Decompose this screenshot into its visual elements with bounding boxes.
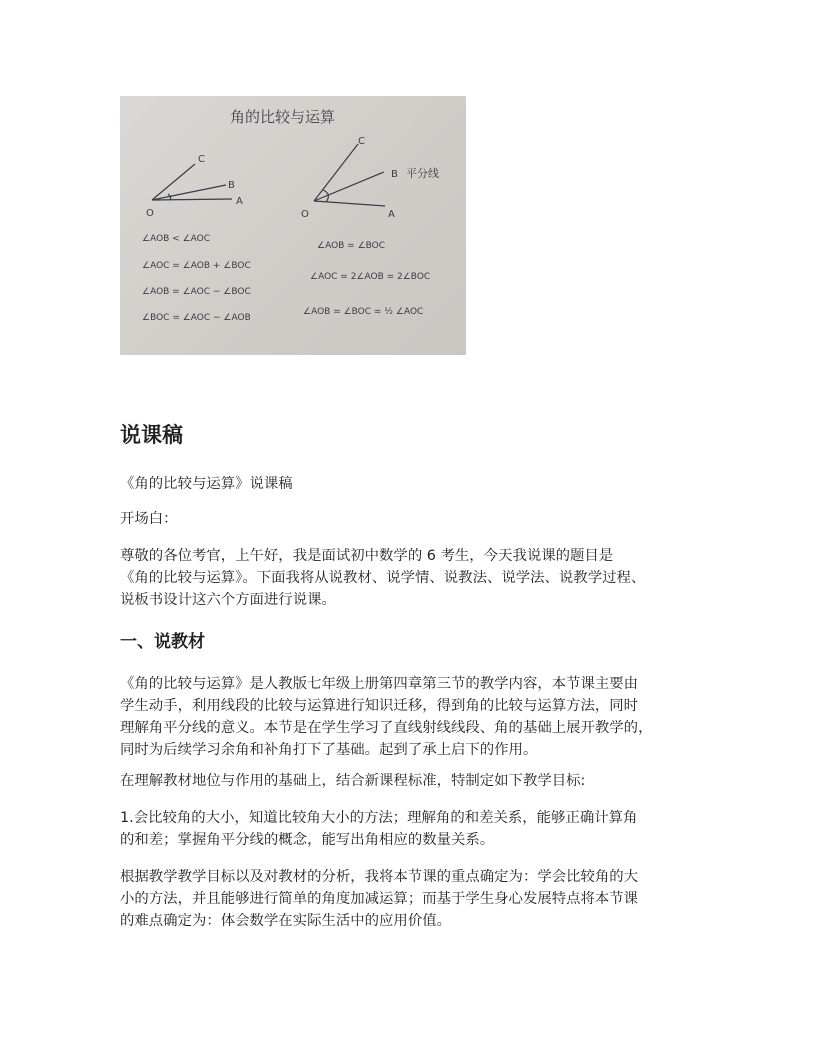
right-equation: ∠AOB = ∠BOC	[317, 241, 386, 251]
document-title: 说课稿	[120, 423, 183, 447]
opening-label: 开场白：	[120, 511, 178, 527]
left-equation: ∠AOB = ∠AOC − ∠BOC	[142, 287, 251, 297]
photo-heading: 角的比较与运算	[230, 108, 336, 126]
objectives-intro-paragraph: 在理解教材地位与作用的基础上，结合新课程标准，特制定如下教学目标:	[120, 773, 586, 789]
handwritten-notes-photo	[120, 96, 466, 355]
section-heading-textbook: 一、说教材	[120, 632, 205, 652]
left-label-o: O	[146, 208, 154, 219]
textbook-paragraph: 《角的比较与运算》是人教版七年级上册第四章第三节的教学内容，本节课主要由 学生动手，利用线段的比较与运算进行知识迁移，得到角的比较与运算方法，同时 理解角平分线的意义。本节是在学生学习了直线射线线段、角的基础上展开教学的， 同时为后续学习余角和补角打下了基础。起到了承上启下的作用。	[120, 676, 653, 758]
lesson-subtitle: 《角的比较与运算》说课稿	[120, 476, 293, 492]
left-ray-ob	[152, 185, 226, 200]
objective-item-1: 1.会比较角的大小，知道比较角大小的方法；理解角的和差关系，能够正确计算角 的和差；掌握角平分线的概念，能写出角相应的数量关系。	[120, 810, 638, 848]
left-label-a: A	[236, 196, 243, 207]
right-equation: ∠AOC = 2∠AOB = 2∠BOC	[310, 272, 431, 282]
right-label-a: A	[388, 209, 395, 220]
key-points-paragraph: 根据教学教学目标以及对教材的分析，我将本节课的重点确定为：学会比较角的大 小的方法，并且能够进行简单的角度加减运算；而基于学生身心发展特点将本节课 的难点确定为：体会数学在实际生活中的应用价值。	[120, 869, 639, 929]
intro-paragraph: 尊敬的各位考官，上午好，我是面试初中数学的 6 考生，今天我说课的题目是 《角的比较与运算》。下面我将从说教材、说学情、说教法、说学法、说教学过程、 说板书设计这六个方面进行说课。	[120, 548, 646, 608]
right-label-o: O	[301, 209, 309, 220]
left-label-b: B	[228, 180, 235, 191]
right-equation: ∠AOB = ∠BOC = ½ ∠AOC	[303, 307, 424, 317]
bisector-note: 平分线	[406, 167, 439, 180]
left-equation: ∠BOC = ∠AOC − ∠AOB	[142, 313, 251, 323]
right-label-c: C	[358, 136, 365, 147]
left-equation: ∠AOB < ∠AOC	[142, 234, 211, 244]
left-label-c: C	[198, 154, 205, 165]
left-ray-oc	[152, 164, 195, 200]
right-label-b: B	[391, 169, 398, 180]
left-angle-figure	[152, 164, 232, 200]
left-equation: ∠AOC = ∠AOB + ∠BOC	[142, 261, 251, 271]
right-ray-oa	[314, 201, 385, 206]
right-angle-figure	[314, 144, 385, 206]
handwritten-notes-drawing	[120, 96, 466, 355]
left-ray-oa	[152, 199, 232, 200]
